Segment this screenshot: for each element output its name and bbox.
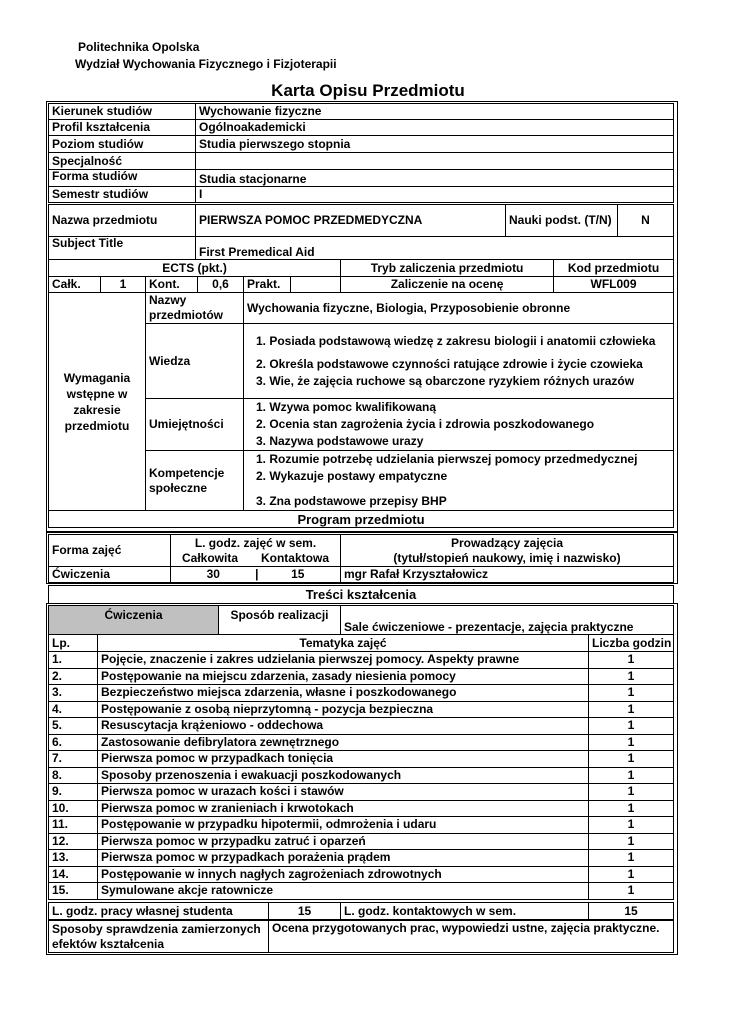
faculty-name: Wydział Wychowania Fizycznego i Fizjoterapii xyxy=(75,57,337,71)
teacher-sublabel: (tytuł/stopień naukowy, imię i nazwisko) xyxy=(393,550,621,565)
topic-name: Pierwsza pomoc w przypadku zatruć i oparzeń xyxy=(98,833,589,850)
topic-row xyxy=(49,833,674,850)
topic-hours: 1 xyxy=(589,685,674,702)
contact-total-label: L. godz. kontaktowych w sem. xyxy=(341,903,589,920)
skills-label: Umiejętności xyxy=(146,399,244,451)
ects-table xyxy=(48,259,674,293)
form-label: Forma zajęć xyxy=(49,535,171,567)
hours-label: L. godz. zajęć w sem. xyxy=(194,535,317,550)
topic-row xyxy=(49,701,674,718)
topic-hours: 1 xyxy=(589,800,674,817)
info-value: Studia stacjonarne xyxy=(196,170,674,187)
topic-name: Postępowanie w innych nagłych zagrożeniach zdrowotnych xyxy=(98,866,589,883)
method-label: Sposób realizacji xyxy=(219,606,341,635)
topic-name: Zastosowanie defibrylatora zewnętrznego xyxy=(98,734,589,751)
info-value: Ogólnoakademicki xyxy=(196,120,674,136)
topic-row xyxy=(49,883,674,900)
info-row xyxy=(49,153,674,170)
program-title-table xyxy=(48,510,674,528)
skills-item: 3. Nazywa podstawowe urazy xyxy=(256,434,424,448)
topic-hours: 1 xyxy=(589,784,674,801)
basic-science-value: N xyxy=(618,205,674,237)
course-name-label: Nazwa przedmiotu xyxy=(49,205,196,237)
topic-lp: 9. xyxy=(49,784,98,801)
topic-lp: 2. xyxy=(49,668,98,685)
total-hours-value: 30 xyxy=(206,567,220,581)
requirements-table xyxy=(48,292,674,511)
competences-label: Kompetencje społeczne xyxy=(146,451,244,511)
method-table xyxy=(48,605,674,635)
program-table xyxy=(48,534,674,583)
info-row xyxy=(49,104,674,120)
info-row xyxy=(49,136,674,153)
program-contact-hours: 15 xyxy=(256,567,341,583)
university-name: Politechnika Opolska xyxy=(78,40,200,54)
topic-lp: 3. xyxy=(49,685,98,702)
assessment-table xyxy=(48,920,674,953)
topic-lp: 1. xyxy=(49,652,98,669)
ects-practical-label: Prakt. xyxy=(244,277,291,293)
competences-item: 2. Wykazuje postawy empatyczne xyxy=(256,469,448,483)
ects-header: ECTS (pkt.) xyxy=(49,260,341,277)
basic-science-label: Nauki podst. (T/N) xyxy=(506,205,618,237)
knowledge-item: 2. Określa podstawowe czynności ratujące zdrowie i życie czowieka xyxy=(256,356,643,371)
prior-subjects: Wychowania fizyczne, Biologia, Przyposobienie obronne xyxy=(244,293,674,324)
info-value: Studia pierwszego stopnia xyxy=(196,136,674,153)
contact-hours-label: Kontaktowa xyxy=(260,550,329,565)
info-label: Poziom studiów xyxy=(49,136,196,153)
topic-hours: 1 xyxy=(589,701,674,718)
topic-row xyxy=(49,734,674,751)
topic-name: Postępowanie z osobą nieprzytomną - pozycja bezpieczna xyxy=(98,701,589,718)
topic-lp: 7. xyxy=(49,751,98,768)
topic-name: Symulowane akcje ratownicze xyxy=(98,883,589,900)
topic-hours: 1 xyxy=(589,866,674,883)
info-label: Profil kształcenia xyxy=(49,120,196,136)
topic-name: Bezpieczeństwo miejsca zdarzenia, własne i poszkodowanego xyxy=(98,685,589,702)
topic-hours: 1 xyxy=(589,817,674,834)
topic-lp: 12. xyxy=(49,833,98,850)
competences-item: 3. Zna podstawowe przepisy BHP xyxy=(256,494,447,508)
content-title: Treści kształcenia xyxy=(49,586,674,604)
prior-subjects-label: Nazwy przedmiotów xyxy=(146,293,244,324)
topic-name: Pierwsza pomoc w przypadkach tonięcia xyxy=(98,751,589,768)
topic-lp: 5. xyxy=(49,718,98,735)
topics-table xyxy=(48,634,674,900)
ects-total: 1 xyxy=(101,277,146,293)
knowledge-item: 3. Wie, że zajęcia ruchowe są obarczone ryzykiem różnych urazów xyxy=(256,373,635,388)
competences-item: 1. Rozumie potrzebę udzielania pierwszej pomocy przedmedycznej xyxy=(256,452,638,466)
ects-contact: 0,6 xyxy=(198,277,244,293)
content-form: Ćwiczenia xyxy=(49,606,219,635)
course-code: WFL009 xyxy=(554,277,674,293)
method-value: Sale ćwiczeniowe - prezentacje, zajęcia praktyczne xyxy=(341,606,674,635)
topic-hours: 1 xyxy=(589,883,674,900)
topic-hours: 1 xyxy=(589,850,674,867)
hours-header: Liczba godzin xyxy=(589,635,674,652)
topic-row xyxy=(49,767,674,784)
topic-row xyxy=(49,751,674,768)
info-value xyxy=(196,153,674,170)
subject-title: First Premedical Aid xyxy=(196,237,674,260)
topic-lp: 11. xyxy=(49,817,98,834)
code-header: Kod przedmiotu xyxy=(554,260,674,277)
content-title-table xyxy=(48,585,674,604)
teacher-label: Prowadzący zajęcia xyxy=(450,535,564,550)
topic-row xyxy=(49,866,674,883)
topic-lp: 13. xyxy=(49,850,98,867)
program-total-hours xyxy=(171,567,259,583)
info-row xyxy=(49,187,674,203)
subject-title-label: Subject Title xyxy=(49,237,196,260)
topic-row xyxy=(49,668,674,685)
ects-contact-label: Kont. xyxy=(146,277,198,293)
info-label: Specjalność xyxy=(49,153,196,170)
knowledge-item: 1. Posiada podstawową wiedzę z zakresu biologii i anatomii człowieka xyxy=(256,333,656,348)
topic-lp: 4. xyxy=(49,701,98,718)
topic-lp: 14. xyxy=(49,866,98,883)
topic-name: Resuscytacja krążeniowo - oddechowa xyxy=(98,718,589,735)
topic-lp: 8. xyxy=(49,767,98,784)
topic-header: Tematyka zajęć xyxy=(98,635,589,652)
topic-row xyxy=(49,817,674,834)
info-table xyxy=(48,103,674,203)
assessment-mode: Zaliczenie na ocenę xyxy=(341,277,554,293)
topic-lp: 10. xyxy=(49,800,98,817)
program-form: Ćwiczenia xyxy=(49,567,171,583)
assessment-label: Sposoby sprawdzenia zamierzonych efektów kształcenia xyxy=(49,921,269,953)
topic-name: Postępowanie w przypadku hipotermii, odmrożenia i udaru xyxy=(98,817,589,834)
topic-hours: 1 xyxy=(589,668,674,685)
topic-hours: 1 xyxy=(589,751,674,768)
contact-total-hours: 15 xyxy=(589,903,674,920)
topic-row xyxy=(49,718,674,735)
info-value: I xyxy=(196,187,674,203)
self-study-hours: 15 xyxy=(269,903,341,920)
topic-name: Pierwsza pomoc w przypadkach porażenia prądem xyxy=(98,850,589,867)
skills-item: 1. Wzywa pomoc kwalifikowaną xyxy=(256,400,437,414)
ects-practical xyxy=(291,277,341,293)
self-study-label: L. godz. pracy własnej studenta xyxy=(49,903,269,920)
info-row xyxy=(49,170,674,187)
mode-header: Tryb zaliczenia przedmiotu xyxy=(341,260,554,277)
requirements-label: Wymagania wstępne w zakresie przedmiotu xyxy=(49,293,146,511)
ects-total-label: Całk. xyxy=(49,277,101,293)
topic-hours: 1 xyxy=(589,767,674,784)
assessment-methods: Ocena przygotowanych prac, wypowiedzi ustne, zajęcia praktyczne. xyxy=(269,921,674,953)
topic-row xyxy=(49,652,674,669)
topic-lp: 6. xyxy=(49,734,98,751)
knowledge-label: Wiedza xyxy=(146,324,244,399)
teacher-name: mgr Rafał Krzyształowicz xyxy=(341,567,674,583)
topic-hours: 1 xyxy=(589,734,674,751)
info-label: Kierunek studiów xyxy=(49,104,196,120)
workload-table xyxy=(48,902,674,920)
course-table xyxy=(48,204,674,260)
info-row xyxy=(49,120,674,136)
skills-item: 2. Ocenia stan zagrożenia życia i zdrowia poszkodowanego xyxy=(256,417,595,431)
hours-separator: | xyxy=(255,567,259,581)
topic-name: Postępowanie na miejscu zdarzenia, zasady niesienia pomocy xyxy=(98,668,589,685)
topic-name: Pojęcie, znaczenie i zakres udzielania pierwszej pomocy. Aspekty prawne xyxy=(98,652,589,669)
topic-row xyxy=(49,800,674,817)
page-title: Karta Opisu Przedmiotu xyxy=(271,81,465,100)
topic-name: Sposoby przenoszenia i ewakuacji poszkodowanych xyxy=(98,767,589,784)
info-value: Wychowanie fizyczne xyxy=(196,104,674,120)
topic-name: Pierwsza pomoc w urazach kości i stawów xyxy=(98,784,589,801)
course-name: PIERWSZA POMOC PRZEDMEDYCZNA xyxy=(196,205,506,237)
info-label: Semestr studiów xyxy=(49,187,196,203)
topic-lp: 15. xyxy=(49,883,98,900)
topic-row xyxy=(49,850,674,867)
topic-hours: 1 xyxy=(589,652,674,669)
info-label: Forma studiów xyxy=(49,170,196,187)
lp-header: Lp. xyxy=(49,635,98,652)
topic-hours: 1 xyxy=(589,718,674,735)
topic-hours: 1 xyxy=(589,833,674,850)
program-title: Program przedmiotu xyxy=(49,511,674,528)
topic-row xyxy=(49,685,674,702)
total-hours-label: Całkowita xyxy=(182,550,239,565)
topic-row xyxy=(49,784,674,801)
topic-name: Pierwsza pomoc w zranieniach i krwotokach xyxy=(98,800,589,817)
